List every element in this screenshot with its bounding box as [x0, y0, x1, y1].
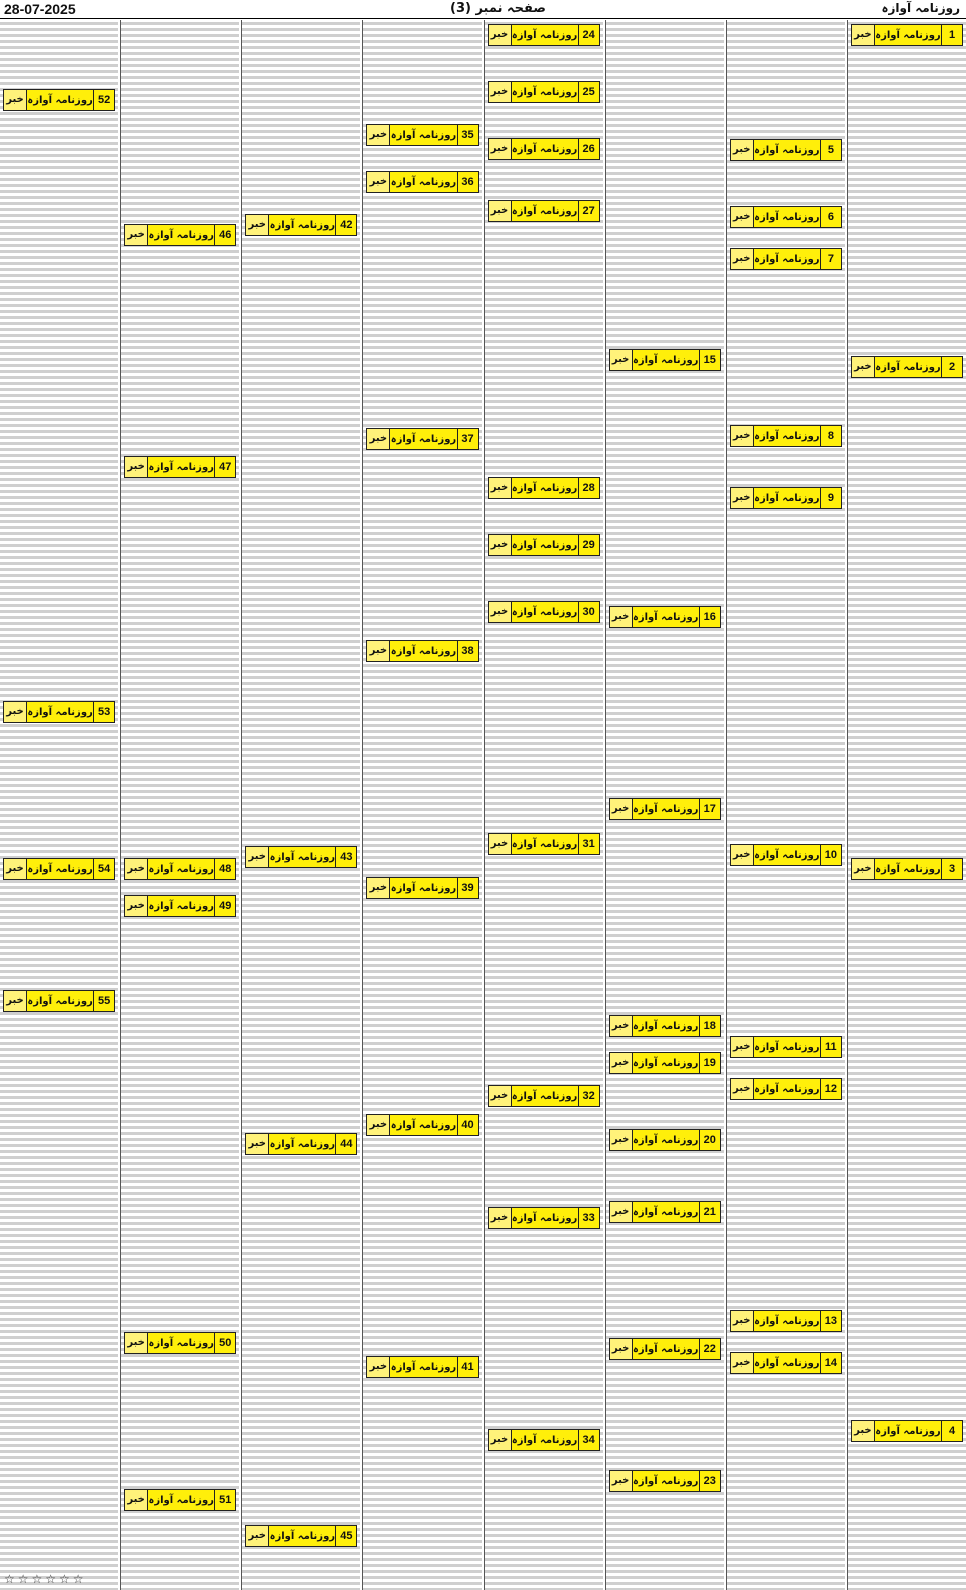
article-number: 18: [699, 1016, 720, 1036]
article-heading-box: [366, 1356, 478, 1378]
news-tag-icon: خبر: [610, 1471, 633, 1491]
article-number: 27: [578, 201, 599, 221]
article-source-label: روزنامہ آوازہ: [754, 253, 820, 265]
article-text-block: [363, 902, 481, 1110]
article-source-label: روزنامہ آوازہ: [511, 606, 578, 618]
news-tag-icon: خبر: [610, 1339, 633, 1359]
article-text-block: [848, 883, 966, 1416]
page-number: صفحہ نمبر (3): [450, 1, 546, 16]
article-number: 9: [820, 488, 841, 508]
article-number: 3: [941, 859, 962, 879]
news-tag-icon: خبر: [489, 1086, 512, 1106]
article-text-block: [727, 164, 845, 202]
article-source-label: روزنامہ آوازہ: [754, 211, 820, 223]
article-number: 6: [820, 207, 841, 227]
article-source-label: روزنامہ آوازہ: [632, 1475, 699, 1487]
article-heading-box: [245, 846, 357, 868]
article-number: 5: [820, 140, 841, 160]
article-heading-box: [488, 601, 600, 623]
news-tag-icon: خبر: [489, 25, 512, 45]
article-text-block: [485, 225, 603, 473]
article-text-block: [606, 1226, 724, 1334]
news-tag-icon: خبر: [489, 201, 512, 221]
article-heading-box: [730, 139, 842, 161]
article-number: 33: [578, 1208, 599, 1228]
article-text-block: [727, 20, 845, 135]
article-heading-box: [488, 24, 600, 46]
article-text-block: [848, 49, 966, 352]
news-tag-icon: خبر: [731, 207, 754, 227]
article-text-block: [121, 481, 239, 854]
article-source-label: روزنامہ آوازہ: [269, 851, 336, 863]
page-header: [0, 0, 966, 19]
news-tag-icon: خبر: [731, 249, 754, 269]
news-tag-icon: خبر: [125, 1333, 148, 1353]
article-number: 8: [820, 426, 841, 446]
article-text-block: [485, 626, 603, 829]
article-heading-box: [124, 456, 236, 478]
article-source-label: روزنامہ آوازہ: [511, 205, 578, 217]
article-source-label: روزنامہ آوازہ: [875, 361, 941, 373]
article-heading-box: [366, 124, 478, 146]
article-number: 12: [820, 1079, 841, 1099]
article-source-label: روزنامہ آوازہ: [875, 1425, 941, 1437]
article-text-block: [606, 823, 724, 1011]
article-number: 14: [820, 1353, 841, 1373]
article-heading-box: [609, 798, 721, 820]
article-number: 52: [93, 90, 114, 110]
article-heading-box: [124, 895, 236, 917]
article-number: 24: [578, 25, 599, 45]
article-text-block: [606, 1363, 724, 1466]
article-source-label: روزنامہ آوازہ: [148, 900, 214, 912]
article-heading-box: [3, 89, 115, 111]
article-number: 41: [457, 1357, 478, 1377]
article-text-block: [363, 196, 481, 424]
article-number: 35: [457, 125, 478, 145]
news-tag-icon: خبر: [852, 25, 875, 45]
article-heading-box: [851, 1420, 963, 1442]
article-number: 29: [578, 535, 599, 555]
article-heading-box: [124, 1332, 236, 1354]
article-text-block: [485, 502, 603, 530]
news-column: [484, 20, 603, 1590]
article-source-label: روزنامہ آوازہ: [148, 1494, 214, 1506]
article-source-label: روزنامہ آوازہ: [754, 430, 820, 442]
article-heading-box: [609, 606, 721, 628]
article-source-label: روزنامہ آوازہ: [754, 1357, 820, 1369]
article-text-block: [121, 249, 239, 452]
article-text-block: [363, 453, 481, 636]
article-heading-box: [124, 224, 236, 246]
article-heading-box: [609, 1201, 721, 1223]
article-number: 43: [335, 847, 356, 867]
article-source-label: روزنامہ آوازہ: [390, 129, 457, 141]
article-number: 38: [457, 641, 478, 661]
article-source-label: روزنامہ آوازہ: [632, 1343, 699, 1355]
news-tag-icon: خبر: [125, 1490, 148, 1510]
article-text-block: [121, 20, 239, 220]
issue-date: 28-07-2025: [4, 1, 76, 17]
news-tag-icon: خبر: [125, 457, 148, 477]
article-source-label: روزنامہ آوازہ: [875, 863, 941, 875]
article-heading-box: [609, 1470, 721, 1492]
article-source-label: روزنامہ آوازہ: [390, 176, 457, 188]
article-heading-box: [488, 1085, 600, 1107]
article-number: 48: [214, 859, 235, 879]
article-text-block: [242, 239, 360, 842]
article-heading-box: [730, 248, 842, 270]
news-tag-icon: خبر: [125, 859, 148, 879]
article-heading-box: [488, 1207, 600, 1229]
article-text-block: [727, 450, 845, 483]
article-heading-box: [366, 1114, 478, 1136]
article-source-label: روزنامہ آوازہ: [632, 1020, 699, 1032]
article-text-block: [0, 726, 118, 854]
article-number: 15: [699, 350, 720, 370]
article-number: 25: [578, 82, 599, 102]
news-tag-icon: خبر: [246, 1134, 269, 1154]
article-text-block: [485, 49, 603, 77]
article-text-block: [485, 559, 603, 597]
article-heading-box: [609, 349, 721, 371]
article-heading-box: [488, 1429, 600, 1451]
news-tag-icon: خبر: [489, 1208, 512, 1228]
article-source-label: روزنامہ آوازہ: [390, 645, 457, 657]
article-heading-box: [488, 81, 600, 103]
news-tag-icon: خبر: [489, 834, 512, 854]
article-number: 37: [457, 429, 478, 449]
article-source-label: روزنامہ آوازہ: [27, 863, 93, 875]
article-heading-box: [730, 425, 842, 447]
article-text-block: [0, 114, 118, 697]
article-text-block: [727, 1335, 845, 1348]
news-tag-icon: خبر: [367, 1357, 390, 1377]
article-source-label: روزنامہ آوازہ: [632, 1057, 699, 1069]
article-number: 54: [93, 859, 114, 879]
article-heading-box: [124, 858, 236, 880]
article-number: 26: [578, 139, 599, 159]
article-number: 17: [699, 799, 720, 819]
news-tag-icon: خبر: [610, 1202, 633, 1222]
article-source-label: روزنامہ آوازہ: [754, 849, 820, 861]
news-tag-icon: خبر: [367, 172, 390, 192]
article-source-label: روزنامہ آوازہ: [632, 1134, 699, 1146]
article-number: 28: [578, 478, 599, 498]
article-source-label: روزنامہ آوازہ: [390, 433, 457, 445]
article-heading-box: [609, 1052, 721, 1074]
article-number: 39: [457, 878, 478, 898]
article-source-label: روزنامہ آوازہ: [632, 1206, 699, 1218]
article-heading-box: [488, 200, 600, 222]
article-source-label: روزنامہ آوازہ: [511, 539, 578, 551]
news-tag-icon: خبر: [731, 1311, 754, 1331]
article-number: 51: [214, 1490, 235, 1510]
article-text-block: [485, 1110, 603, 1203]
article-source-label: روزنامہ آوازہ: [511, 482, 578, 494]
article-heading-box: [245, 214, 357, 236]
article-text-block: [363, 665, 481, 873]
news-tag-icon: خبر: [367, 1115, 390, 1135]
article-source-label: روزنامہ آوازہ: [875, 29, 941, 41]
article-heading-box: [3, 858, 115, 880]
article-source-label: روزنامہ آوازہ: [632, 354, 699, 366]
article-text-block: [121, 1357, 239, 1485]
article-source-label: روزنامہ آوازہ: [27, 706, 93, 718]
article-source-label: روزنامہ آوازہ: [269, 1530, 336, 1542]
article-source-label: روزنامہ آوازہ: [511, 86, 578, 98]
footer-stars: ☆☆☆☆☆☆: [4, 1572, 87, 1586]
article-heading-box: [609, 1015, 721, 1037]
article-source-label: روزنامہ آوازہ: [390, 882, 457, 894]
news-tag-icon: خبر: [125, 896, 148, 916]
article-number: 23: [699, 1471, 720, 1491]
article-heading-box: [3, 990, 115, 1012]
article-source-label: روزنامہ آوازہ: [754, 1041, 820, 1053]
article-text-block: [121, 883, 239, 891]
news-tag-icon: خبر: [367, 641, 390, 661]
article-number: 19: [699, 1053, 720, 1073]
article-heading-box: [488, 833, 600, 855]
news-tag-icon: خبر: [246, 847, 269, 867]
article-heading-box: [730, 487, 842, 509]
article-text-block: [727, 1061, 845, 1074]
article-number: 16: [699, 607, 720, 627]
news-tag-icon: خبر: [489, 1430, 512, 1450]
article-source-label: روزنامہ آوازہ: [148, 863, 214, 875]
article-text-block: [485, 858, 603, 1081]
article-heading-box: [730, 206, 842, 228]
article-source-label: روزنامہ آوازہ: [632, 803, 699, 815]
article-source-label: روزنامہ آوازہ: [754, 1083, 820, 1095]
article-source-label: روزنامہ آوازہ: [148, 461, 214, 473]
article-heading-box: [245, 1133, 357, 1155]
article-heading-box: [366, 428, 478, 450]
article-source-label: روزنامہ آوازہ: [27, 995, 93, 1007]
news-tag-icon: خبر: [731, 1079, 754, 1099]
article-text-block: [485, 1232, 603, 1425]
article-heading-box: [730, 844, 842, 866]
article-source-label: روزنامہ آوازہ: [511, 1090, 578, 1102]
article-heading-box: [730, 1078, 842, 1100]
article-heading-box: [609, 1338, 721, 1360]
news-tag-icon: خبر: [125, 225, 148, 245]
article-number: 42: [335, 215, 356, 235]
article-number: 7: [820, 249, 841, 269]
article-source-label: روزنامہ آوازہ: [511, 143, 578, 155]
article-text-block: [727, 231, 845, 244]
news-tag-icon: خبر: [852, 859, 875, 879]
article-text-block: [606, 20, 724, 345]
news-tag-icon: خبر: [4, 991, 27, 1011]
news-column: [241, 20, 360, 1590]
article-source-label: روزنامہ آوازہ: [269, 219, 336, 231]
news-tag-icon: خبر: [4, 859, 27, 879]
news-column: [726, 20, 845, 1590]
news-tag-icon: خبر: [489, 139, 512, 159]
article-number: 31: [578, 834, 599, 854]
article-text-block: [242, 20, 360, 210]
article-text-block: [363, 20, 481, 120]
article-source-label: روزنامہ آوازہ: [148, 229, 214, 241]
news-tag-icon: خبر: [731, 1037, 754, 1057]
news-tag-icon: خبر: [610, 350, 633, 370]
article-text-block: [485, 106, 603, 134]
article-heading-box: [851, 356, 963, 378]
article-number: 44: [335, 1134, 356, 1154]
news-tag-icon: خبر: [610, 1016, 633, 1036]
article-number: 30: [578, 602, 599, 622]
article-number: 21: [699, 1202, 720, 1222]
news-tag-icon: خبر: [367, 878, 390, 898]
article-number: 47: [214, 457, 235, 477]
news-column: [0, 20, 118, 1590]
news-tag-icon: خبر: [367, 429, 390, 449]
article-heading-box: [366, 640, 478, 662]
article-text-block: [0, 20, 118, 85]
article-number: 2: [941, 357, 962, 377]
news-tag-icon: خبر: [4, 90, 27, 110]
article-number: 1: [941, 25, 962, 45]
article-number: 20: [699, 1130, 720, 1150]
news-column: [847, 20, 966, 1590]
article-number: 53: [93, 702, 114, 722]
article-text-block: [606, 374, 724, 602]
article-source-label: روزنامہ آوازہ: [754, 1315, 820, 1327]
article-source-label: روزنامہ آوازہ: [754, 144, 820, 156]
news-column: [605, 20, 724, 1590]
news-tag-icon: خبر: [610, 799, 633, 819]
article-heading-box: [366, 877, 478, 899]
article-heading-box: [488, 534, 600, 556]
news-tag-icon: خبر: [246, 215, 269, 235]
article-number: 32: [578, 1086, 599, 1106]
article-source-label: روزنامہ آوازہ: [511, 1212, 578, 1224]
article-number: 36: [457, 172, 478, 192]
article-text-block: [363, 1139, 481, 1352]
news-tag-icon: خبر: [4, 702, 27, 722]
article-text-block: [606, 1154, 724, 1197]
article-source-label: روزنامہ آوازہ: [754, 492, 820, 504]
news-columns: [0, 20, 966, 1590]
news-tag-icon: خبر: [489, 82, 512, 102]
news-tag-icon: خبر: [367, 125, 390, 145]
article-text-block: [727, 1103, 845, 1306]
news-column: [120, 20, 239, 1590]
article-source-label: روزنامہ آوازہ: [27, 94, 93, 106]
article-heading-box: [851, 24, 963, 46]
article-text-block: [848, 381, 966, 854]
article-text-block: [0, 883, 118, 986]
article-number: 13: [820, 1311, 841, 1331]
article-text-block: [121, 920, 239, 1328]
news-tag-icon: خبر: [731, 426, 754, 446]
article-heading-box: [366, 171, 478, 193]
article-heading-box: [609, 1129, 721, 1151]
article-source-label: روزنامہ آوازہ: [632, 611, 699, 623]
news-tag-icon: خبر: [731, 845, 754, 865]
news-tag-icon: خبر: [246, 1526, 269, 1546]
article-heading-box: [488, 477, 600, 499]
article-number: 55: [93, 991, 114, 1011]
article-number: 50: [214, 1333, 235, 1353]
article-number: 45: [335, 1526, 356, 1546]
article-number: 46: [214, 225, 235, 245]
article-heading-box: [730, 1036, 842, 1058]
article-source-label: روزنامہ آوازہ: [390, 1361, 457, 1373]
article-text-block: [363, 149, 481, 167]
article-number: 22: [699, 1339, 720, 1359]
article-source-label: روزنامہ آوازہ: [511, 838, 578, 850]
news-tag-icon: خبر: [852, 357, 875, 377]
news-tag-icon: خبر: [610, 1053, 633, 1073]
article-text-block: [727, 869, 845, 1032]
news-tag-icon: خبر: [731, 488, 754, 508]
news-column: [362, 20, 481, 1590]
article-text-block: [242, 1158, 360, 1521]
article-heading-box: [851, 858, 963, 880]
article-number: 10: [820, 845, 841, 865]
article-number: 11: [820, 1037, 841, 1057]
article-text-block: [242, 871, 360, 1129]
article-text-block: [727, 512, 845, 840]
article-heading-box: [3, 701, 115, 723]
article-number: 4: [941, 1421, 962, 1441]
article-source-label: روزنامہ آوازہ: [390, 1119, 457, 1131]
article-source-label: روزنامہ آوازہ: [269, 1138, 336, 1150]
news-tag-icon: خبر: [489, 478, 512, 498]
article-text-block: [606, 1040, 724, 1048]
news-tag-icon: خبر: [731, 1353, 754, 1373]
article-source-label: روزنامہ آوازہ: [148, 1337, 214, 1349]
article-number: 34: [578, 1430, 599, 1450]
article-number: 40: [457, 1115, 478, 1135]
article-heading-box: [730, 1310, 842, 1332]
article-text-block: [727, 273, 845, 421]
article-text-block: [485, 163, 603, 196]
article-heading-box: [488, 138, 600, 160]
article-source-label: روزنامہ آوازہ: [511, 1434, 578, 1446]
article-heading-box: [730, 1352, 842, 1374]
news-tag-icon: خبر: [610, 1130, 633, 1150]
article-number: 49: [214, 896, 235, 916]
news-tag-icon: خبر: [489, 535, 512, 555]
article-text-block: [606, 1077, 724, 1125]
article-heading-box: [124, 1489, 236, 1511]
newspaper-name: روزنامہ آوازہ: [881, 1, 960, 15]
article-source-label: روزنامہ آوازہ: [511, 29, 578, 41]
news-tag-icon: خبر: [610, 607, 633, 627]
news-tag-icon: خبر: [731, 140, 754, 160]
article-heading-box: [245, 1525, 357, 1547]
news-tag-icon: خبر: [489, 602, 512, 622]
article-text-block: [606, 631, 724, 794]
news-tag-icon: خبر: [852, 1421, 875, 1441]
